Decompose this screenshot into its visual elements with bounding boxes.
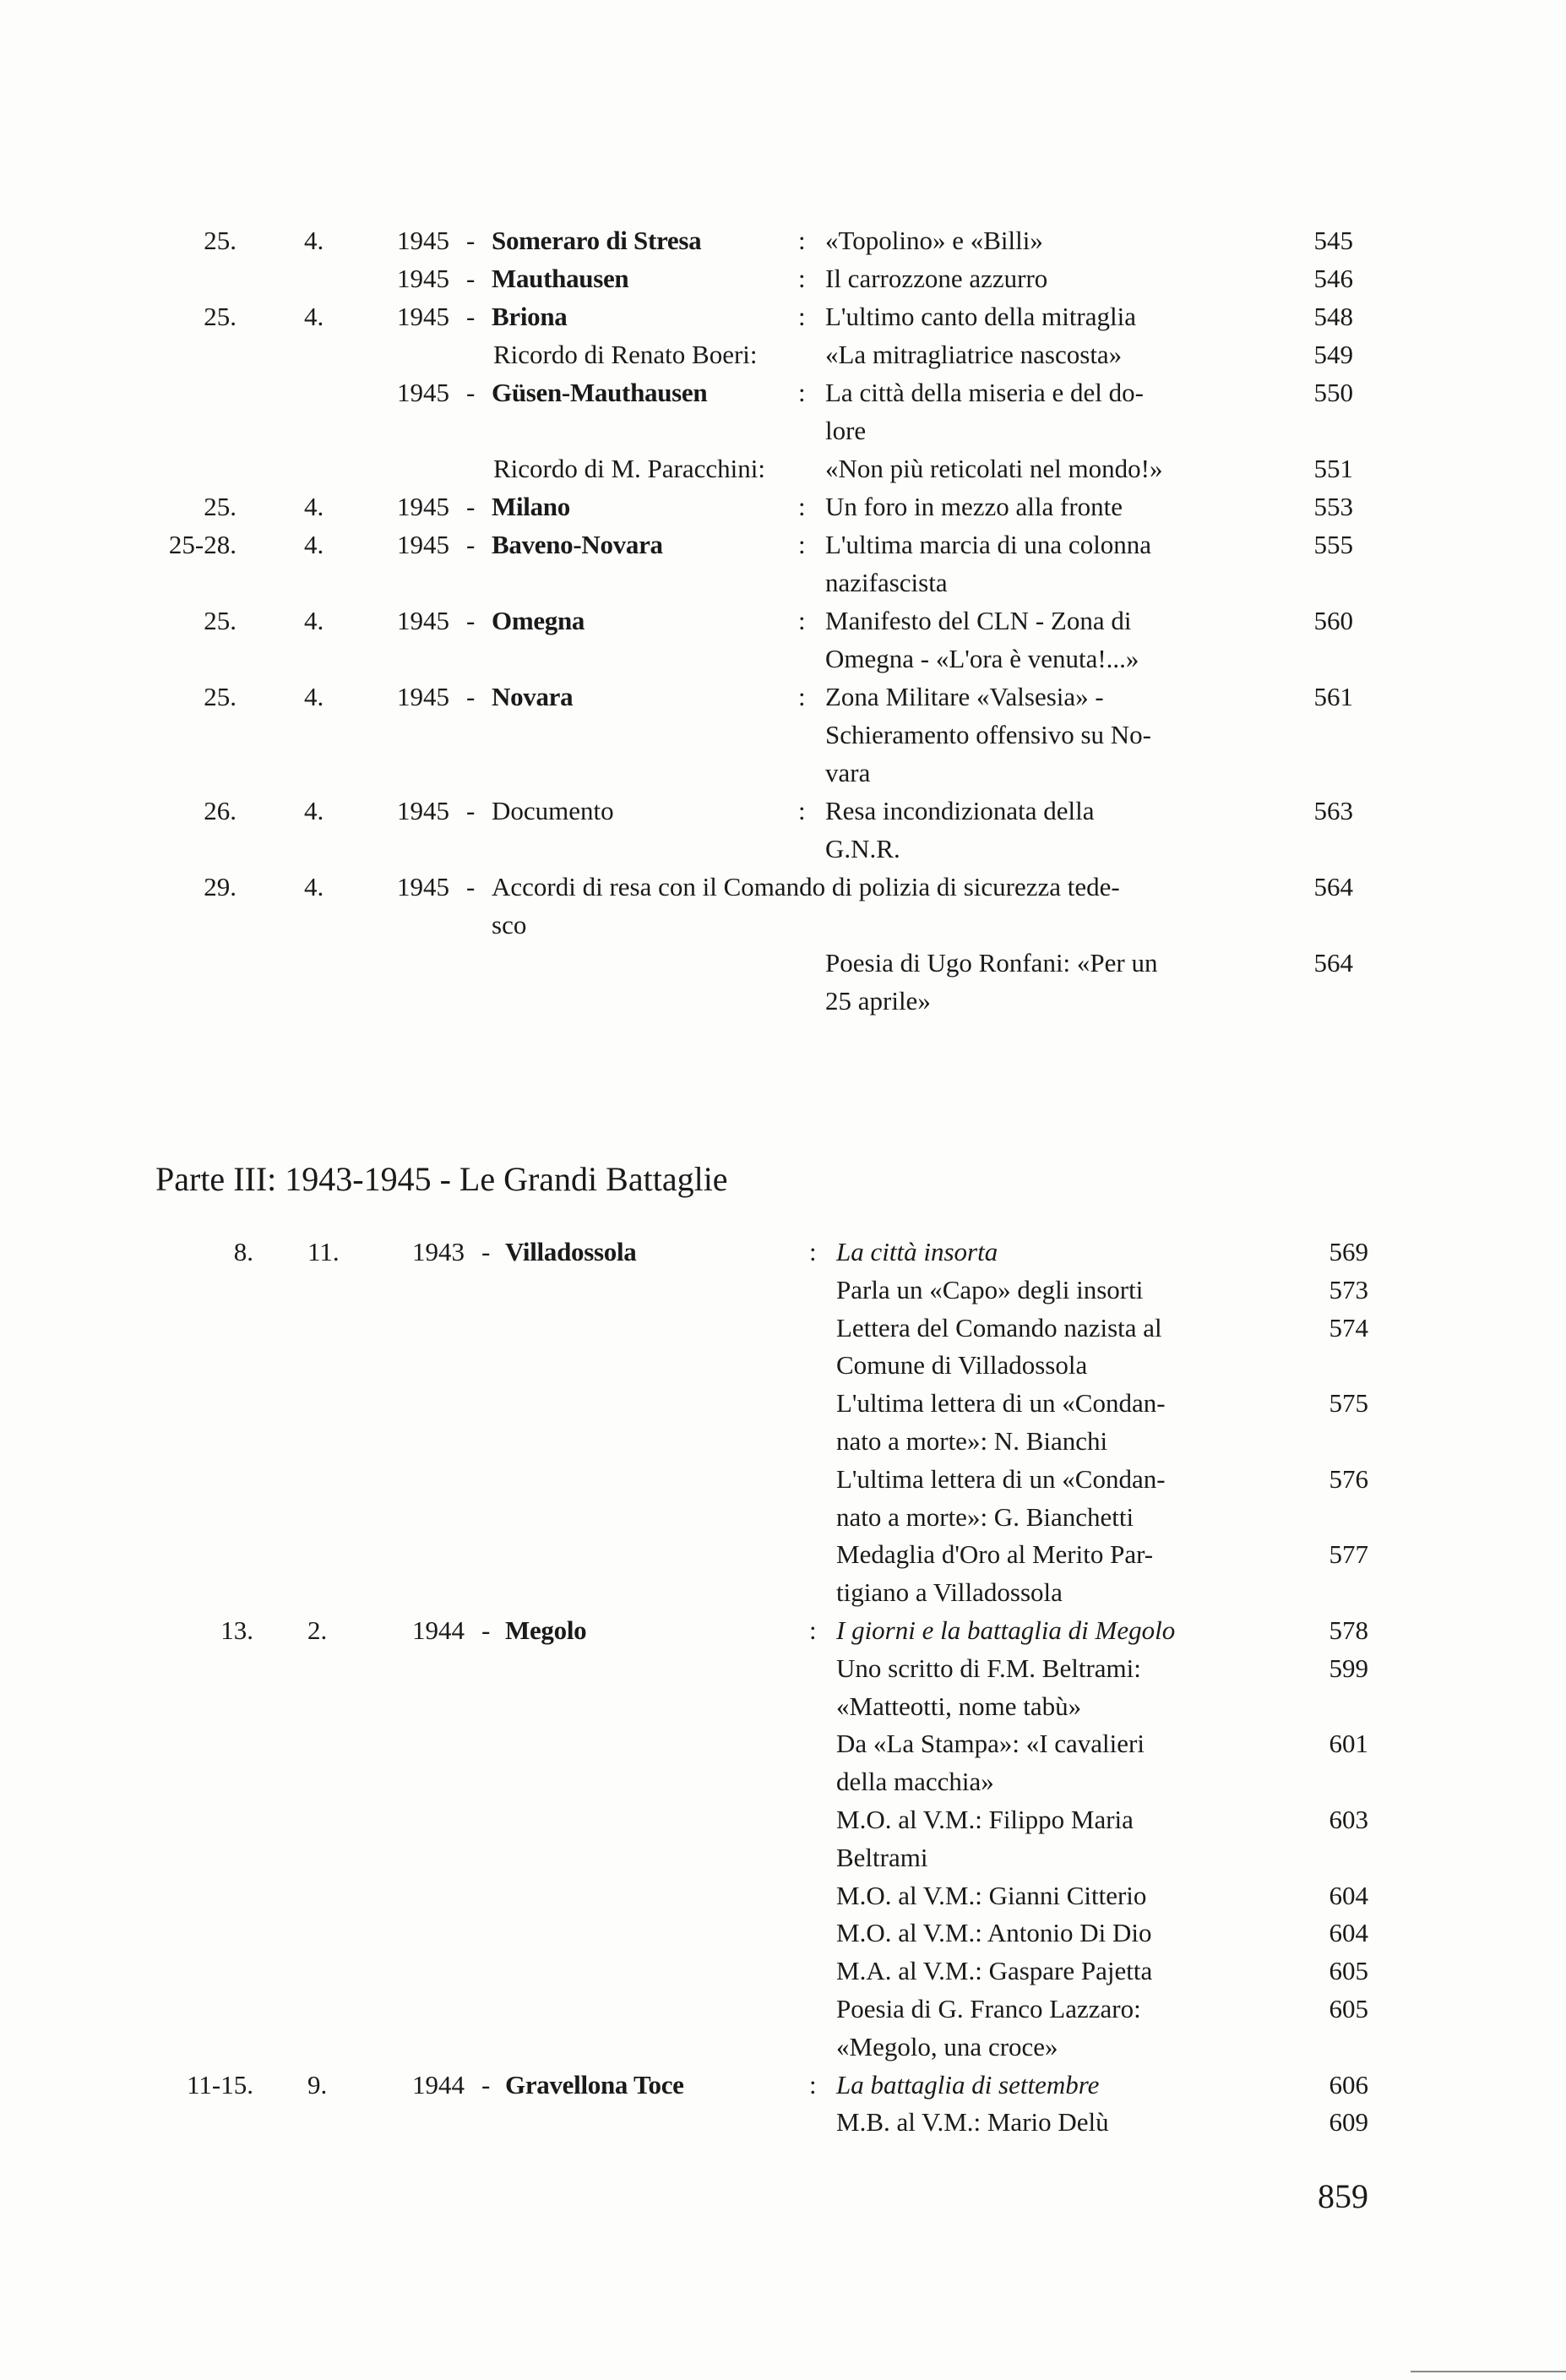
entry-description: vara (825, 758, 871, 787)
entry-page-number: 564 (1313, 948, 1353, 978)
entry-long-title: Accordi di resa con il Comando di polizia di sicurezza tede- (492, 872, 1120, 901)
entry-place: Baveno-Novara (492, 530, 663, 559)
toc-row (0, 2066, 1566, 2104)
toc-row (0, 944, 1566, 982)
entry-day: 25. (204, 606, 237, 635)
entry-year: 1945 (397, 796, 449, 825)
entry-description: Uno scritto di F.M. Beltrami: (836, 1653, 1141, 1683)
entry-month: 4. (304, 682, 324, 711)
entry-description: Parla un «Capo» degli insorti (836, 1274, 1144, 1304)
toc-row (0, 602, 1566, 640)
entry-year: 1944 (412, 1615, 465, 1645)
entry-description: Manifesto del CLN - Zona di (825, 606, 1132, 635)
entry-description: Beltrami (836, 1842, 928, 1872)
entry-description: I giorni e la battaglia di Megolo (836, 1615, 1176, 1645)
entry-page-number: 560 (1313, 606, 1353, 635)
entry-page-number: 609 (1329, 2107, 1368, 2138)
entry-day: 25. (204, 682, 237, 711)
entry-day: 29. (204, 872, 237, 901)
entry-day: 25. (204, 226, 237, 255)
entry-page-number: 606 (1329, 2069, 1368, 2100)
entry-page-number: 569 (1329, 1237, 1368, 1266)
toc-row (0, 716, 1566, 754)
entry-place: Villadossola (505, 1237, 637, 1266)
entry-month: 4. (304, 302, 324, 331)
entry-description: nato a morte»: G. Bianchetti (836, 1501, 1134, 1532)
entry-month: 4. (304, 796, 324, 825)
entry-colon: : (809, 2069, 817, 2100)
entry-place: Omegna (492, 606, 585, 635)
toc-row (0, 526, 1566, 564)
entry-page-number: 555 (1313, 530, 1353, 559)
entry-month: 4. (304, 606, 324, 635)
toc-row (0, 1309, 1566, 1347)
entry-page-number: 561 (1313, 682, 1353, 711)
entry-page-number: 575 (1329, 1388, 1368, 1419)
entry-colon: : (798, 682, 806, 711)
entry-description: tigiano a Villadossola (836, 1577, 1063, 1608)
toc-row (0, 1346, 1566, 1384)
entry-description: Lettera del Comando nazista al (836, 1312, 1162, 1342)
entry-description: nazifascista (825, 568, 948, 597)
toc-row (0, 2103, 1566, 2141)
entry-description: Zona Militare «Valsesia» - (825, 682, 1104, 711)
entry-description: L'ultimo canto della mitraglia (825, 302, 1137, 331)
toc-row (0, 1233, 1566, 1271)
toc-row (0, 259, 1566, 297)
entry-colon: : (798, 530, 806, 559)
toc-row (0, 640, 1566, 678)
entry-colon: : (798, 302, 806, 331)
entry-description: «La mitragliatrice nascosta» (825, 340, 1123, 369)
entry-day: 26. (204, 796, 237, 825)
toc-row (0, 1990, 1566, 2028)
toc-row (0, 1687, 1566, 1725)
toc-row (0, 449, 1566, 487)
toc-row (0, 1271, 1566, 1309)
toc-row (0, 1460, 1566, 1498)
toc-row (0, 792, 1566, 830)
entry-place: Mauthausen (492, 264, 629, 293)
entry-day: 11-15. (187, 2069, 253, 2100)
entry-dash: - (466, 302, 476, 331)
entry-description: M.A. al V.M.: Gaspare Pajetta (836, 1956, 1153, 1986)
entry-description: M.O. al V.M.: Gianni Citterio (836, 1880, 1147, 1910)
entry-page-number: 603 (1329, 1805, 1368, 1834)
entry-page-number: 545 (1313, 226, 1353, 255)
entry-description: L'ultima lettera di un «Condan- (836, 1388, 1166, 1419)
entry-description: M.O. al V.M.: Filippo Maria (836, 1805, 1134, 1834)
entry-dash: - (466, 530, 476, 559)
entry-description: Da «La Stampa»: «I cavalieri (836, 1729, 1145, 1759)
entry-dash: - (466, 264, 476, 293)
toc-row (0, 564, 1566, 602)
entry-page-number: 551 (1313, 454, 1353, 483)
entry-description: Schieramento offensivo su No- (825, 720, 1151, 749)
toc-row (0, 1762, 1566, 1800)
toc-row (0, 678, 1566, 716)
toc-row (0, 411, 1566, 449)
toc-row (0, 1649, 1566, 1687)
scan-edge-line (1411, 2371, 1566, 2372)
entry-description: Poesia di Ugo Ronfani: «Per un (825, 948, 1158, 978)
entry-day: 25. (204, 302, 237, 331)
entry-page-number: 549 (1313, 340, 1353, 369)
entry-description: lore (825, 416, 867, 445)
entry-dash: - (481, 1615, 491, 1645)
entry-place: Briona (492, 302, 568, 331)
toc-row (0, 830, 1566, 868)
entry-description: La città della miseria e del do- (825, 378, 1144, 407)
entry-day: 8. (233, 1237, 253, 1266)
entry-memory-author: Ricordo di M. Paracchini: (493, 454, 765, 483)
entry-year: 1945 (397, 606, 449, 635)
toc-row (0, 2028, 1566, 2066)
entry-year: 1943 (412, 1237, 465, 1266)
toc-row (0, 1724, 1566, 1762)
entry-dash: - (481, 1237, 491, 1266)
entry-description: «Topolino» e «Billi» (825, 226, 1043, 255)
entry-page-number: 548 (1313, 302, 1353, 331)
entry-month: 2. (307, 1615, 328, 1645)
entry-year: 1945 (397, 264, 449, 293)
entry-colon: : (798, 606, 806, 635)
toc-row (0, 1573, 1566, 1611)
toc-row (0, 982, 1566, 1020)
toc-row (0, 1611, 1566, 1649)
entry-dash: - (466, 682, 476, 711)
entry-place: Someraro di Stresa (492, 226, 702, 255)
entry-page-number: 576 (1329, 1463, 1368, 1494)
entry-description: M.O. al V.M.: Antonio Di Dio (836, 1918, 1152, 1948)
entry-title: Documento (492, 796, 614, 825)
entry-year: 1945 (397, 530, 449, 559)
entry-long-title-cont: sco (492, 910, 527, 939)
entry-description: L'ultima lettera di un «Condan- (836, 1463, 1166, 1494)
entry-year: 1945 (397, 378, 449, 407)
entry-description: «Megolo, una croce» (836, 2031, 1058, 2061)
entry-dash: - (481, 2069, 491, 2100)
toc-row (0, 906, 1566, 944)
entry-month: 4. (304, 530, 324, 559)
toc-row (0, 1800, 1566, 1838)
entry-place: Megolo (505, 1615, 587, 1645)
entry-colon: : (798, 492, 806, 521)
entry-colon: : (798, 378, 806, 407)
entry-day: 13. (220, 1615, 253, 1645)
toc-row (0, 1498, 1566, 1536)
entry-description: La battaglia di settembre (836, 2069, 1100, 2100)
section-heading: Parte III: 1943-1945 - Le Grandi Battaglie (155, 1160, 728, 1198)
entry-page-number: 574 (1329, 1312, 1368, 1342)
entry-page-number: 604 (1329, 1880, 1368, 1910)
entry-colon: : (798, 264, 806, 293)
entry-description: Omegna - «L'ora è venuta!...» (825, 644, 1139, 673)
entry-page-number: 578 (1329, 1615, 1368, 1645)
entry-dash: - (466, 796, 476, 825)
entry-month: 9. (307, 2069, 328, 2100)
toc-row (0, 1422, 1566, 1460)
entry-description: 25 aprile» (825, 986, 931, 1016)
entry-page-number: 573 (1329, 1274, 1368, 1304)
entry-dash: - (466, 492, 476, 521)
entry-page-number: 604 (1329, 1918, 1368, 1948)
entry-day: 25. (204, 492, 237, 521)
entry-year: 1945 (397, 872, 449, 901)
entry-page-number: 605 (1329, 1956, 1368, 1986)
entry-place: Milano (492, 492, 570, 521)
entry-year: 1945 (397, 682, 449, 711)
entry-page-number: 550 (1313, 378, 1353, 407)
entry-description: Resa incondizionata della (825, 796, 1095, 825)
entry-description: Un foro in mezzo alla fronte (825, 492, 1123, 521)
entry-description: Medaglia d'Oro al Merito Par- (836, 1539, 1154, 1570)
entry-colon: : (809, 1237, 817, 1266)
entry-month: 11. (307, 1237, 340, 1266)
entry-colon: : (798, 796, 806, 825)
entry-day: 25-28. (168, 530, 237, 559)
entry-description: Poesia di G. Franco Lazzaro: (836, 1994, 1141, 2023)
entry-colon: : (809, 1615, 817, 1645)
entry-place: Gravellona Toce (505, 2069, 684, 2100)
entry-page-number: 599 (1329, 1653, 1368, 1683)
entry-memory-author: Ricordo di Renato Boeri: (493, 340, 758, 369)
entry-page-number: 601 (1329, 1729, 1368, 1759)
toc-row (0, 1914, 1566, 1952)
toc-row (0, 297, 1566, 335)
toc-row (0, 373, 1566, 411)
entry-dash: - (466, 606, 476, 635)
entry-page-number: 564 (1313, 872, 1353, 901)
toc-row (0, 1384, 1566, 1422)
entry-year: 1945 (397, 492, 449, 521)
entry-description: G.N.R. (825, 834, 900, 863)
entry-page-number: 605 (1329, 1994, 1368, 2023)
entry-description: «Non più reticolati nel mondo!» (825, 454, 1163, 483)
entry-description: della macchia» (836, 1767, 994, 1797)
entry-description: Comune di Villadossola (836, 1350, 1088, 1381)
entry-place: Güsen-Mauthausen (492, 378, 708, 407)
entry-year: 1945 (397, 302, 449, 331)
entry-description: nato a morte»: N. Bianchi (836, 1426, 1108, 1456)
toc-row (0, 487, 1566, 526)
toc-row (0, 335, 1566, 373)
entry-month: 4. (304, 492, 324, 521)
toc-row (0, 221, 1566, 259)
entry-place: Novara (492, 682, 574, 711)
toc-row (0, 1876, 1566, 1914)
toc-row (0, 754, 1566, 792)
entry-description: M.B. al V.M.: Mario Delù (836, 2107, 1109, 2138)
entry-description: L'ultima marcia di una colonna (825, 530, 1152, 559)
entry-month: 4. (304, 226, 324, 255)
entry-dash: - (466, 378, 476, 407)
entry-description: Il carrozzone azzurro (825, 264, 1048, 293)
entry-colon: : (798, 226, 806, 255)
entry-dash: - (466, 226, 476, 255)
toc-row (0, 1838, 1566, 1876)
page-number: 859 (1318, 2177, 1368, 2215)
entry-dash: - (466, 872, 476, 901)
entry-page-number: 553 (1313, 492, 1353, 521)
entry-description: «Matteotti, nome tabù» (836, 1691, 1082, 1721)
entry-month: 4. (304, 872, 324, 901)
entry-page-number: 577 (1329, 1539, 1368, 1570)
entry-page-number: 546 (1313, 264, 1353, 293)
entry-year: 1945 (397, 226, 449, 255)
toc-row (0, 1952, 1566, 1990)
toc-row (0, 868, 1566, 906)
entry-year: 1944 (412, 2069, 465, 2100)
toc-row (0, 1535, 1566, 1573)
entry-page-number: 563 (1313, 796, 1353, 825)
entry-description: La città insorta (836, 1237, 998, 1266)
